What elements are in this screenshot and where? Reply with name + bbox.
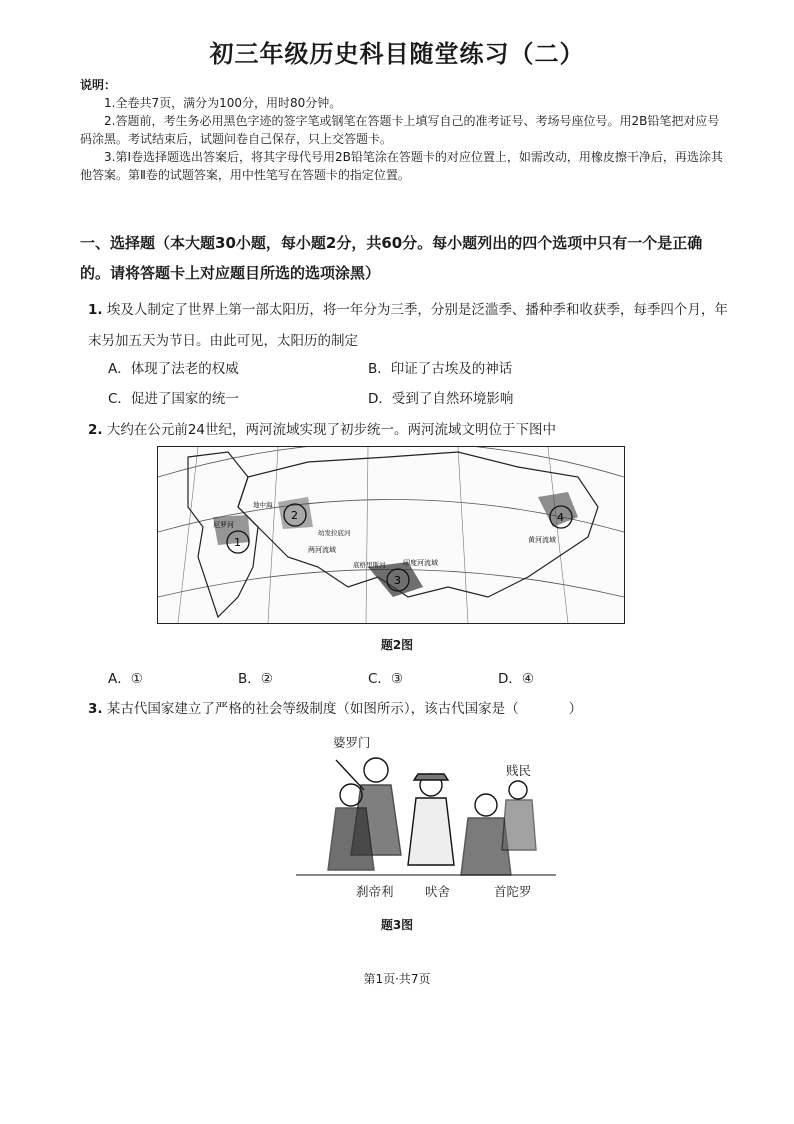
map-label-tigris: 底格里斯河 [353,561,386,569]
map-label-mediterranean: 地中海 [253,501,273,509]
q2-option-c[interactable]: C．③ [368,671,404,687]
question-paren-close: ） [568,701,583,717]
dalit-figure-head [509,781,527,799]
shudra-figure-head [475,794,497,816]
marker-number-1: 1 [234,536,241,549]
kshatriya-figure-body [328,808,374,870]
kshatriya-figure-head [340,784,362,806]
question-2 [88,418,734,438]
marker-number-3: 3 [394,574,401,587]
caste-label-kshatriya: 刹帝利 [356,884,394,899]
question-text: 某古代国家建立了严格的社会等级制度（如图所示），该古代国家是（ [106,701,519,717]
question-number: 1. [88,302,103,318]
note-item-1: 1.全卷共7页，满分为100分，用时80分钟。 [104,96,342,110]
vaishya-figure-hat [414,774,448,780]
notes-block [80,94,730,184]
question-text: 埃及人制定了世界上第一部太阳历，将一年分为三季，分别是泛滥季、播种季和收获季，每季四个月，年末另加五天为节日。由此可见，太阳历的制定 [88,302,728,349]
caste-figures-drawing [296,730,556,900]
meridian-line [366,447,368,623]
caste-label-dalit: 贱民 [506,763,532,778]
q1-option-b[interactable]: B．印证了古埃及的神话 [368,361,513,377]
caste-label-vaishya: 吠舍 [425,884,451,899]
section-heading: 一、选择题（本大题30小题，每小题2分，共60分。每小题列出的四个选项中只有一个是正确的。请将答题卡上对应题目所选的选项涂黑） [80,234,703,282]
notes-heading: 说明： [80,78,117,92]
q2-option-d[interactable]: D．④ [498,671,534,687]
q1-option-d[interactable]: D．受到了自然环境影响 [368,391,514,407]
marker-number-2: 2 [291,509,298,522]
page-footer: 第1页·共7页 [363,972,431,986]
caste-label-shudra: 首陀罗 [494,884,532,899]
question-3 [88,697,734,717]
question-number: 2. [88,422,103,438]
map-label-nile: 尼罗河 [213,521,234,529]
map-label-indus: 印度河流域 [403,559,438,567]
dalit-figure-body [502,800,536,850]
meridian-line [458,447,468,623]
marker-number-4: 4 [557,511,564,524]
page-title: 初三年级历史科目随堂练习（二） [209,40,585,68]
map-label-yellow-river: 黄河流域 [528,536,556,544]
vaishya-figure-body [408,798,454,865]
question-number: 3. [88,701,103,717]
map-label-euphrates: 幼发拉底河 [318,529,351,537]
q1-option-c[interactable]: C．促进了国家的统一 [108,391,239,407]
q2-option-a[interactable]: A．① [108,671,143,687]
meridian-line [268,447,278,623]
question-1 [88,295,734,357]
caste-illustration [296,730,556,900]
map-drawing [158,447,624,623]
note-item-2: 2.答题前，考生务必用黑色字迹的签字笔或钢笔在答题卡上填写自己的准考证号、考场号座位号。用2B铅笔把对应号码涂黑。考试结束后，试题问卷自己保存，只上交答题卡。 [80,114,720,146]
figure-3-caption: 题3图 [380,918,414,932]
q2-option-b[interactable]: B．② [238,671,273,687]
note-item-3: 3.第Ⅰ卷选择题选出答案后，将其字母代号用2B铅笔涂在答题卡的对应位置上，如需改动，用橡皮擦干净后，再选涂其他答案。第Ⅱ卷的试题答案，用中性笔写在答题卡的指定位置。 [80,150,723,182]
world-map-figure [157,446,625,624]
brahmin-figure-head [364,758,388,782]
caste-label-brahmin: 婆罗门 [333,735,371,750]
figure-2-caption: 题2图 [380,638,414,652]
question-text: 大约在公元前24世纪，两河流域实现了初步统一。两河流域文明位于下图中 [106,422,557,438]
brahmin-figure-arm [336,760,364,790]
nile-region-shade [213,515,250,545]
q1-option-a[interactable]: A．体现了法老的权威 [108,361,239,377]
map-label-mesopotamia: 两河流域 [308,546,336,554]
